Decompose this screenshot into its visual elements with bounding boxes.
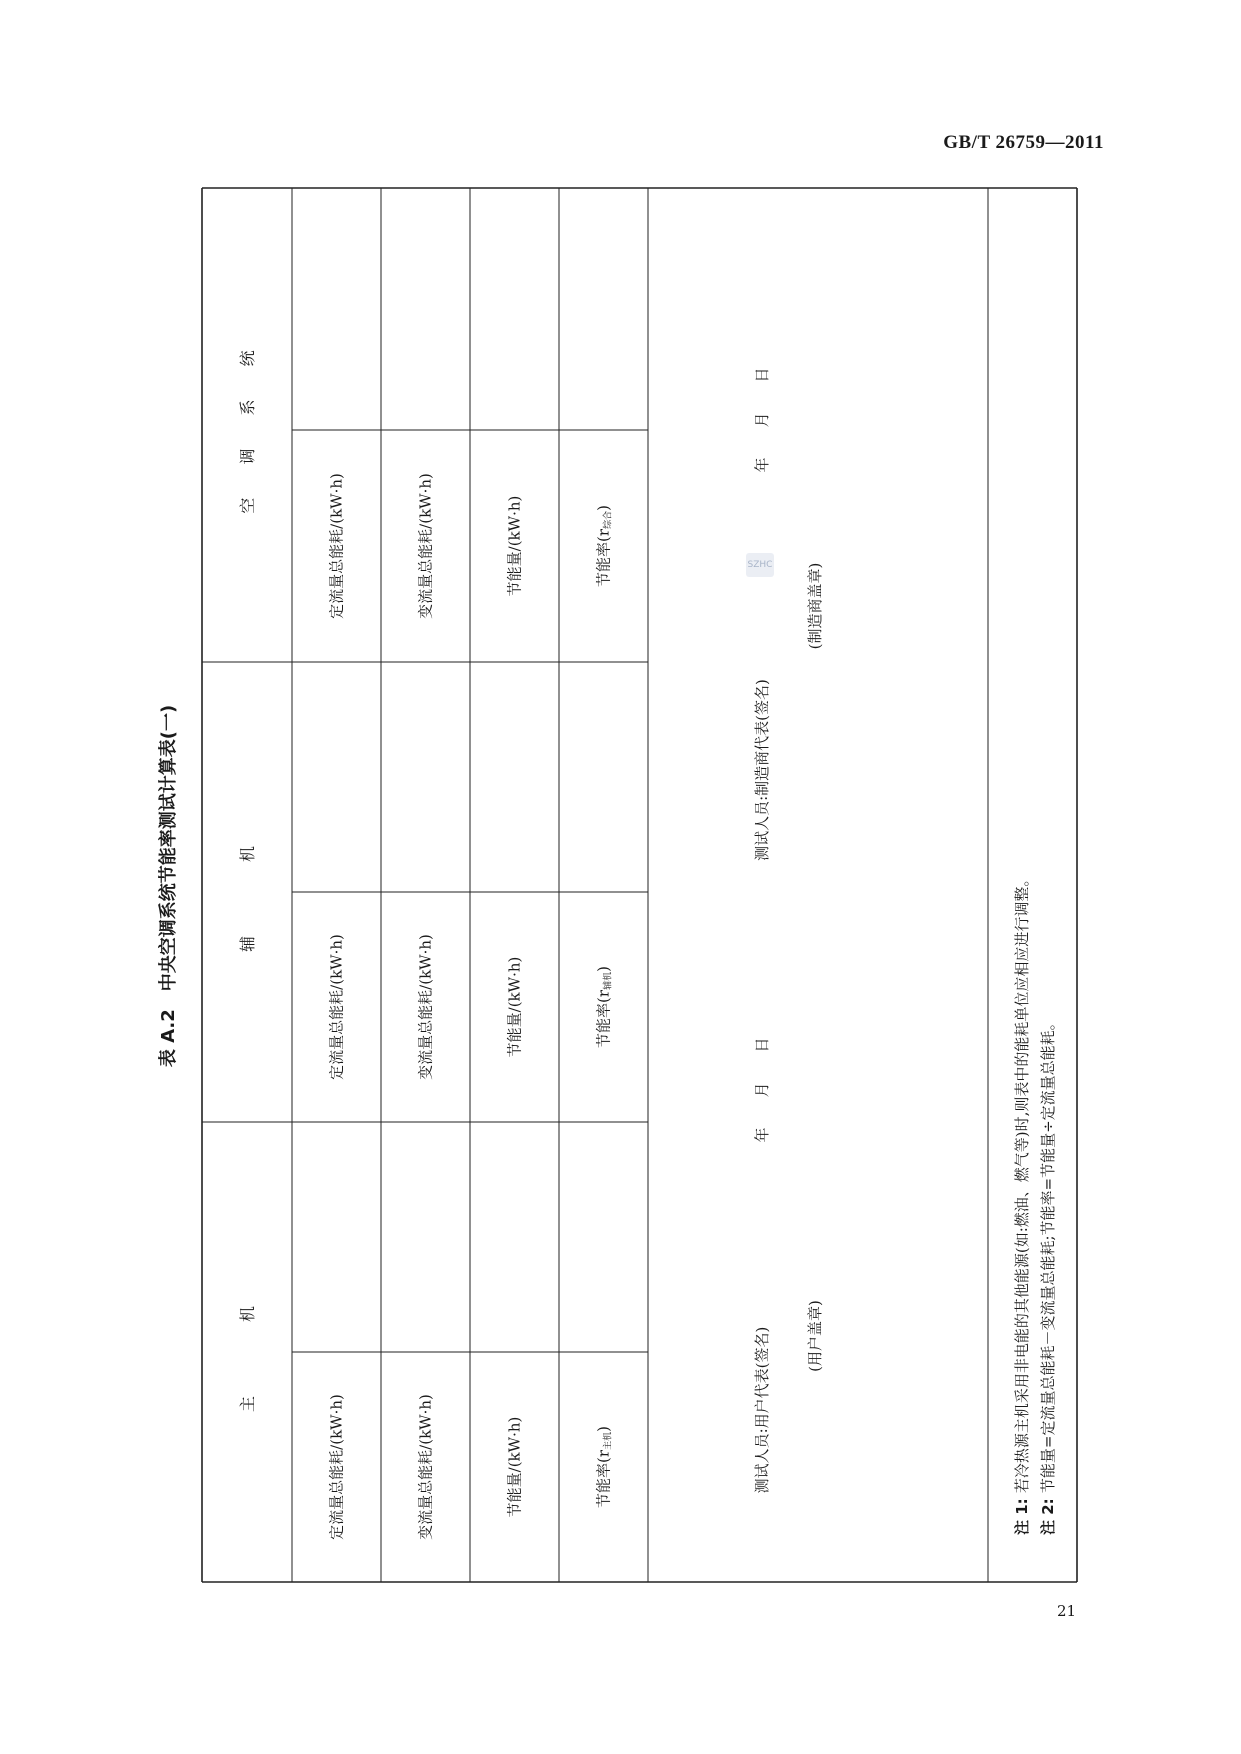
row-label: 定流量总能耗/(kW·h) — [327, 473, 346, 619]
watermark-stamp: SZHC — [746, 553, 774, 577]
section-header: 辅 机 — [237, 831, 257, 953]
row-label: 变流量总能耗/(kW·h) — [416, 934, 435, 1080]
standard-code: GB/T 26759—2011 — [943, 132, 1104, 153]
row-label: 节能率$(r_{综合})$ — [594, 505, 614, 587]
row-label: 节能量/(kW·h) — [505, 495, 524, 597]
note-2: 注 2: 节能量=定流量总能耗－变流量总能耗;节能率=节能量÷定流量总能耗。 — [1039, 1015, 1057, 1535]
user-seal-label: (用户盖章) — [806, 1300, 824, 1372]
maker-date-label: 年 月 日 — [753, 367, 771, 473]
row-label: 节能率$(r_{主机})$ — [594, 1426, 614, 1508]
note-1: 注 1: 若冷热源主机采用非电能的其他能源(如:燃油、燃气等)时,则表中的能耗单位应相应进行调整。 — [1013, 871, 1031, 1535]
section-header: 空 调 系 统 — [237, 336, 257, 514]
row-label: 变流量总能耗/(kW·h) — [416, 473, 435, 619]
row-label: 变流量总能耗/(kW·h) — [416, 1394, 435, 1540]
row-label: 节能量/(kW·h) — [505, 1416, 524, 1518]
table-labels — [238, 336, 1058, 1539]
table-title: 表 A.2 中央空调系统节能率测试计算表(一) — [158, 704, 179, 1068]
user-date-label: 年 月 日 — [753, 1037, 771, 1143]
row-label: 定流量总能耗/(kW·h) — [327, 934, 346, 1080]
row-label: 定流量总能耗/(kW·h) — [327, 1394, 346, 1540]
row-label: 节能量/(kW·h) — [505, 956, 524, 1058]
table-grid — [202, 188, 1077, 1582]
section-header: 主 机 — [237, 1291, 257, 1413]
maker-seal-label: (制造商盖章) — [806, 562, 824, 650]
maker-signature-label: 测试人员:制造商代表(签名) — [753, 679, 771, 861]
page-number: 21 — [1057, 1602, 1077, 1620]
user-signature-label: 测试人员:用户代表(签名) — [753, 1326, 771, 1494]
row-label: 节能率$(r_{辅机})$ — [594, 966, 614, 1048]
